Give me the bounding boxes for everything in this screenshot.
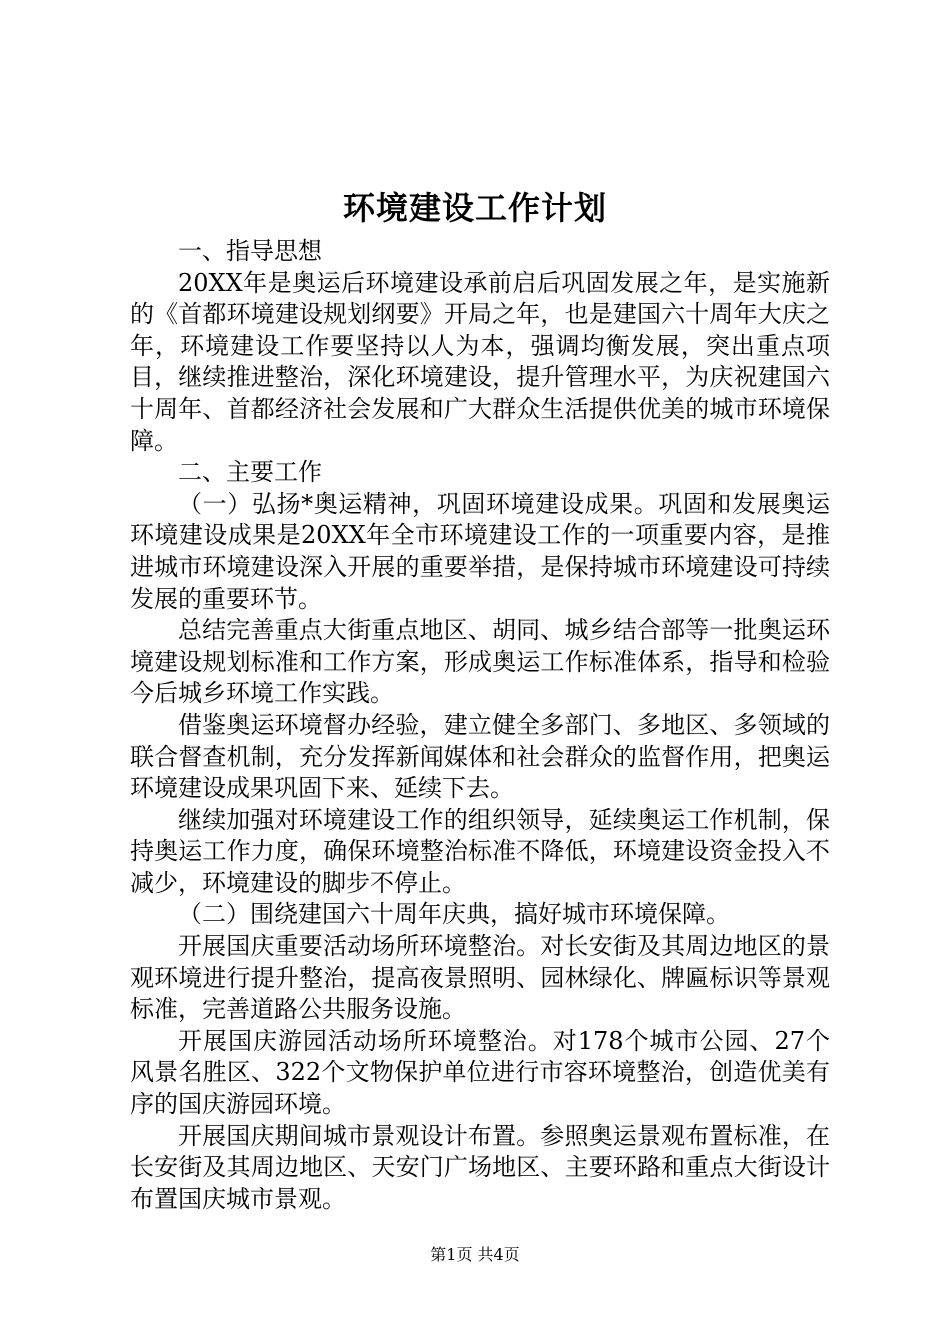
section-heading-main-work: 二、主要工作 [178,458,322,487]
document-body [130,236,830,1215]
paragraph-guiding-ideology: 20XX年是奥运后环境建设承前启后巩固发展之年，是实施新的《首都环境建设规划纲要》开局之年，也是建国六十周年大庆之年，环境建设工作要坚持以人为本，强调均衡发展，突出重点项目，继续推进整治，深化环境建设，提升管理水平，为庆祝建国六十周年、首都经济社会发展和广大群众生活提供优美的城市环境保障。 [130,268,830,455]
section-heading-guiding-ideology: 一、指导思想 [178,237,322,265]
paragraph-olympic-spirit: （一）弘扬*奥运精神，巩固环境建设成果。巩固和发展奥运环境建设成果是20XX年全市环境建设工作的一项重要内容，是推进城市环境建设深入开展的重要举措，是保持城市环境建设可持续发展的重要环节。 [130,489,830,613]
paragraph-supervision: 借鉴奥运环境督办经验，建立健全多部门、多地区、多领域的联合督查机制，充分发挥新闻媒体和社会群众的监督作用，把奥运环境建设成果巩固下来、延续下去。 [130,710,830,803]
page-footer: 第1页 共4页 [430,1245,520,1264]
paragraph-park-venues: 开展国庆游园活动场所环境整治。对178个城市公园、27个风景名胜区、322个文物保护单位进行市容环境整治，创造优美有序的国庆游园环境。 [130,1026,830,1119]
paragraph-summary-standards: 总结完善重点大街重点地区、胡同、城乡结合部等一批奥运环境建设规划标准和工作方案，形成奥运工作标准体系，指导和检验今后城乡环境工作实践。 [130,616,830,708]
paragraph-important-venues: 开展国庆重要活动场所环境整治。对长安街及其周边地区的景观环境进行提升整治，提高夜景照明、园林绿化、牌匾标识等景观标准，完善道路公共服务设施。 [130,932,830,1024]
paragraph-leadership: 继续加强对环境建设工作的组织领导，延续奥运工作机制，保持奥运工作力度，确保环境整治标准不降低，环境建设资金投入不减少，环境建设的脚步不停止。 [130,805,830,897]
document-title: 环境建设工作计划 [342,189,607,227]
paragraph-landscape-design: 开展国庆期间城市景观设计布置。参照奥运景观布置标准，在长安街及其周边地区、天安门广场地区、主要环路和重点大街设计布置国庆城市景观。 [130,1121,830,1213]
subheading-national-day: （二）围绕建国六十周年庆典，搞好城市环境保障。 [178,900,730,929]
